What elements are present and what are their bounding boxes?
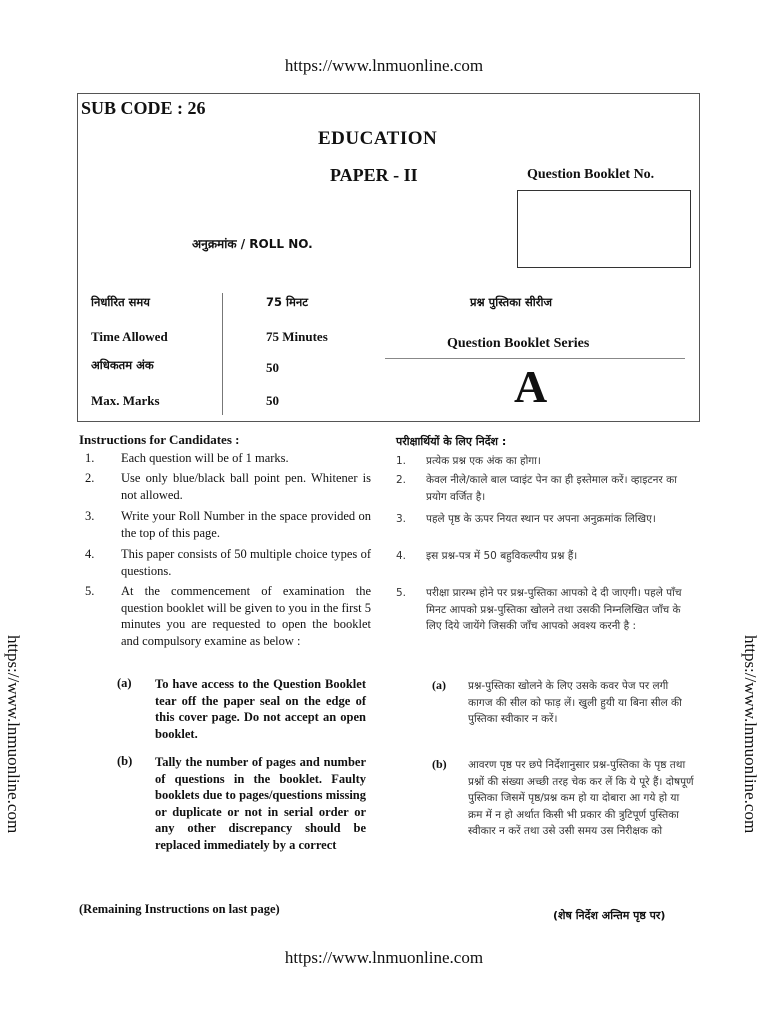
series-divider — [385, 358, 685, 359]
marks-en-value: 50 — [266, 393, 279, 408]
sub-b-en-label: (b) — [117, 754, 133, 768]
time-en-label: Time Allowed — [91, 329, 168, 344]
watermark-right — [740, 635, 760, 875]
watermark-bottom: https://www.lnmuonline.com — [284, 948, 484, 967]
instruction-hi-5-text: परीक्षा प्रारम्भ होने पर प्रश्न-पुस्तिका आपको दे दी जाएगी। पहले पाँच मिनट आपको प्रश्न-पुस्तिका खोलने तथा उसकी निम्नलिखित जाँच के लिए दिये जायेंगे जिसकी जाँच आपको अवश्य करनी है : — [426, 587, 682, 632]
sub-a-hi-text: प्रश्न-पुस्तिका खोलने के लिए उसके कवर पेज पर लगी कागज की सील को फाड़ लें। खुली हुयी या बिना सील की पुस्तिका स्वीकार न करें। — [468, 680, 682, 725]
instruction-en-2-num: 2. — [85, 471, 95, 485]
instruction-en-5-num: 5. — [85, 584, 95, 598]
instructions-en-title: Instructions for Candidates : — [79, 432, 240, 447]
marks-hi-value: 50 — [266, 360, 279, 375]
sub-b-hi-text: आवरण पृष्ठ पर छपे निर्देशानुसार प्रश्न-पुस्तिका के पृष्ठ तथा प्रश्नों की संख्या अच्छी तरह चेक कर लें कि ये पूरे हैं। दोषपूर्ण पुस्तिका जिसमें पृष्ठ/प्रश्न कम हो या दोबारा आ गये हो या क्रम में न हो अर्थात किसी भी प्रकार की त्रुटिपूर्ण पुस्तिका स्वीकार न करें तथा उसे उसी समय उस निरीक्षक को — [468, 759, 694, 837]
time-hi-value: 75 मिनट — [266, 295, 309, 309]
roll-no-text: अनुक्रमांक / ROLL NO. — [192, 237, 313, 251]
subject-title: EDUCATION — [318, 128, 438, 149]
instruction-hi-2-num: 2. — [396, 474, 407, 486]
sub-b-hi-label: (b) — [432, 757, 447, 771]
sub-a-en-label: (a) — [117, 676, 132, 690]
watermark-left — [3, 635, 23, 875]
watermark-left-text: https://www.lnmuonline.com — [4, 635, 23, 834]
series-hi-label: प्रश्न पुस्तिका सीरीज — [470, 295, 552, 309]
instruction-hi-4-num: 4. — [396, 550, 407, 562]
instruction-en-1-text: Each question will be of 1 marks. — [121, 451, 289, 465]
booklet-no-label: Question Booklet No. — [527, 167, 655, 182]
instruction-hi-3-text: पहले पृष्ठ के ऊपर नियत स्थान पर अपना अनुक्रमांक लिखिए। — [426, 513, 656, 525]
instruction-hi-2-text: केवल नीले/काले बाल प्वाइंट पेन का ही इस्तेमाल करें। व्हाइटनर का प्रयोग वर्जित है। — [426, 474, 677, 503]
time-en-value: 75 Minutes — [266, 329, 328, 344]
info-divider-vertical — [222, 293, 223, 415]
instruction-hi-4-text: इस प्रश्न-पत्र में 50 बहुविकल्पीय प्रश्न हैं। — [426, 550, 578, 562]
instruction-en-4-text: This paper consists of 50 multiple choice types of questions. — [121, 547, 371, 578]
instruction-en-3-text: Write your Roll Number in the space provided on the top of this page. — [121, 509, 371, 540]
series-en-label: Question Booklet Series — [447, 336, 590, 351]
marks-hi-label: अधिकतम अंक — [91, 358, 154, 372]
instructions-hi-title: परीक्षार्थियों के लिए निर्देश : — [396, 435, 507, 448]
booklet-no-field[interactable] — [517, 190, 691, 268]
instruction-hi-1-num: 1. — [396, 455, 407, 467]
instruction-hi-5-num: 5. — [396, 587, 407, 599]
instruction-en-2-text: Use only blue/black ball point pen. Whitener is not allowed. — [121, 471, 371, 502]
instruction-en-3-num: 3. — [85, 509, 95, 523]
instruction-en-1-num: 1. — [85, 451, 95, 465]
sub-a-en-text: To have access to the Question Booklet tear off the paper seal on the edge of this cover page. Do not accept an open booklet. — [155, 677, 366, 741]
instruction-en-4-num: 4. — [85, 547, 95, 561]
paper-number: PAPER - II — [330, 165, 418, 185]
series-letter: A — [514, 361, 548, 412]
time-hi-label: निर्धारित समय — [91, 295, 150, 309]
sub-a-hi-label: (a) — [432, 678, 446, 692]
remaining-hi: (शेष निर्देश अन्तिम पृष्ठ पर) — [553, 909, 666, 922]
roll-no-label — [192, 235, 313, 252]
instruction-hi-1-text: प्रत्येक प्रश्न एक अंक का होगा। — [426, 455, 541, 467]
instruction-en-5-text: At the commencement of examination the question booklet will be given to you in the first 5 minutes you are requested to open the booklet and compulsory examine as below : — [121, 584, 371, 648]
marks-en-label: Max. Marks — [91, 393, 160, 408]
instruction-hi-3-num: 3. — [396, 513, 407, 525]
watermark-right-text: https://www.lnmuonline.com — [741, 635, 760, 834]
remaining-en: (Remaining Instructions on last page) — [79, 902, 280, 916]
sub-b-en-text: Tally the number of pages and number of questions in the booklet. Faulty booklets due to pages/questions missing or duplicate or not in serial order or any other discrepancy should be replaced immediately by a correct — [155, 755, 366, 852]
watermark-top: https://www.lnmuonline.com — [284, 56, 484, 75]
sub-code: SUB CODE : 26 — [81, 98, 206, 118]
